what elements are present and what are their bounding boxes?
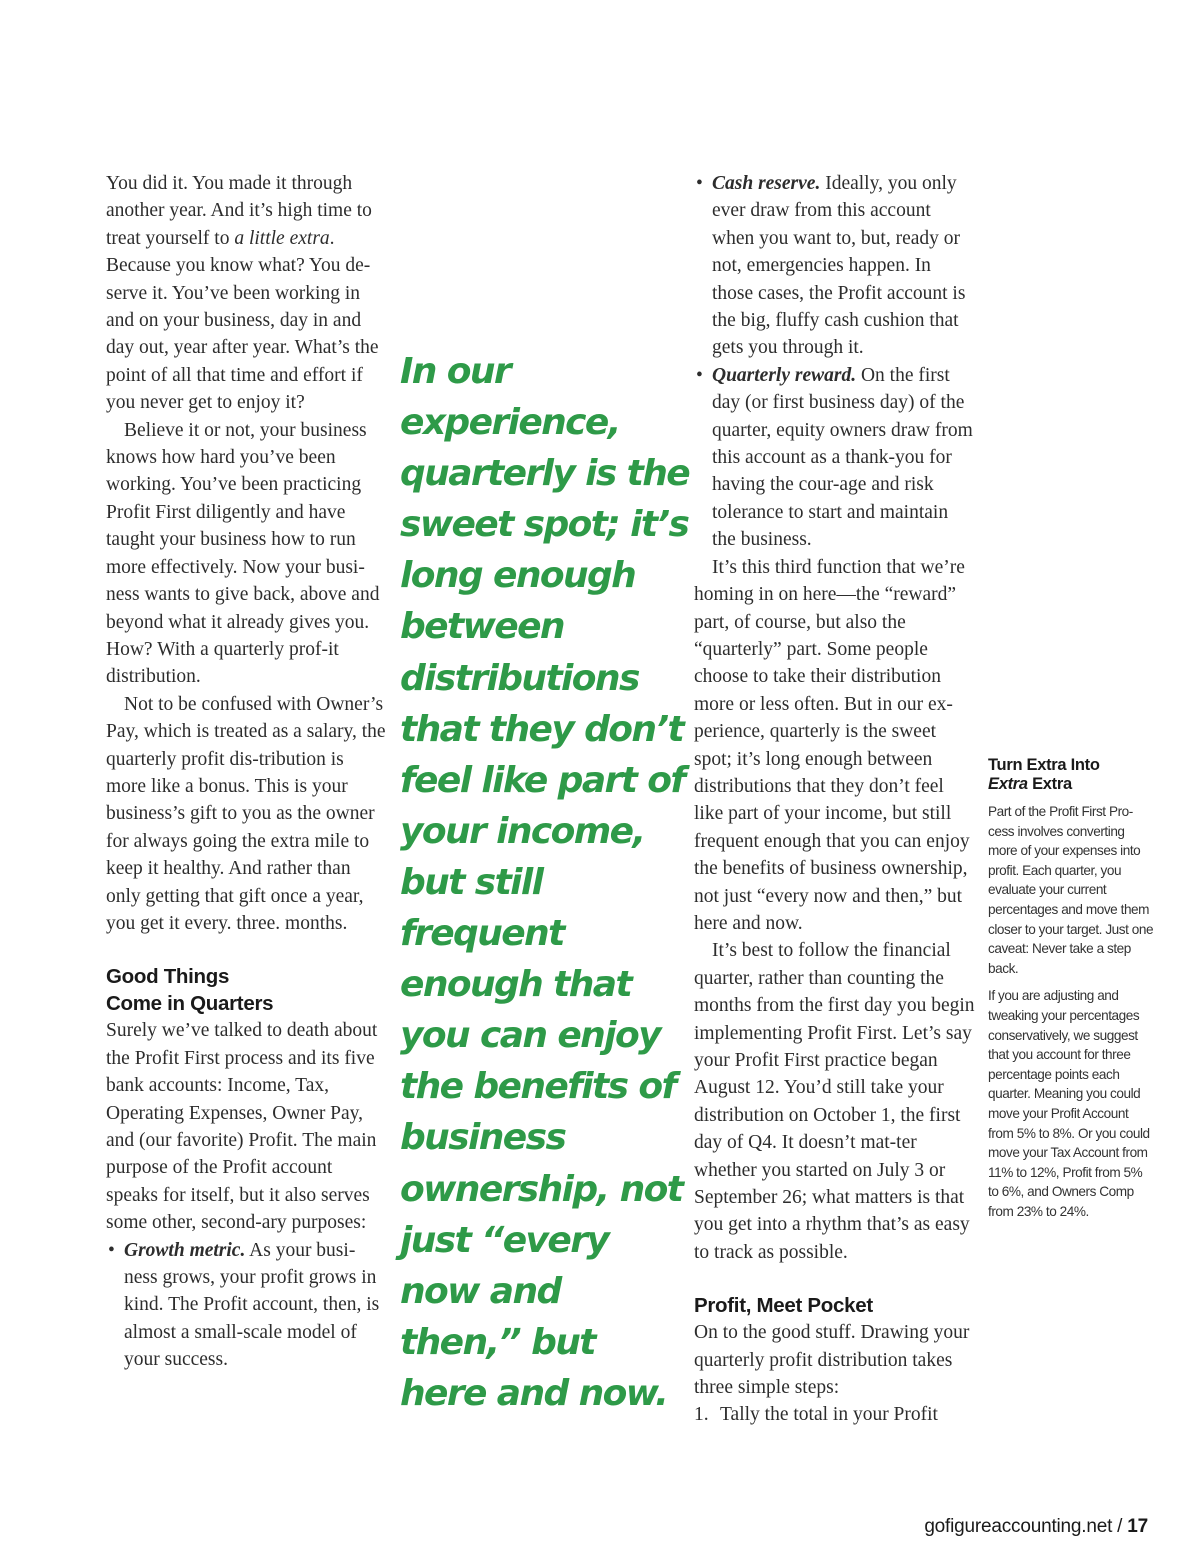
bullet-title: Cash reserve. [712,173,821,194]
footer-separator: / [1117,1516,1123,1537]
step-number: 1. [694,1404,709,1426]
page-footer [924,1516,1148,1538]
paragraph-5: It’s this third function that we’re homing in on here—the “reward” part, of course, but also the “quarterly” part. Some people choose to take their distribution more or less often. But in our ex-perience, quarterly is the sweet spot; it’s long enough between distributions that they don’t feel like part of your income, but still frequent enough that you can enjoy the benefits of business ownership, not just “every now and then,” but here and now. [694,556,970,934]
bullet-text: Ideally, you only ever draw from this account when you want to, but, ready or not, emergencies happen. In those cases, the Profit account is the big, fluffy cash cushion that gets you through it. [712,173,966,359]
sidebar-title-line-1: Turn Extra Into [988,756,1100,774]
page-number: 17 [1127,1516,1148,1537]
sidebar-paragraph-2: If you are adjusting and tweaking your percentages conservatively, we suggest that you account for three percentage points each quarter. Meaning you could move your Profit Account from 5% to 8%. Or you could move your Tax Account from 11% to 12%, Profit from 5% to 6%, and Owners Comp from 23% to 24%. [988,988,1150,1219]
section-heading-good-things [106,963,388,1017]
article-column-right [694,170,976,1429]
bullet-title: Quarterly reward. [712,364,857,386]
step-item-1 [694,1401,976,1428]
bullet-text: As your busi-ness grows, your profit grows in kind. The Profit account, then, is almost a small-scale model of your success. [124,1239,380,1371]
steps-list [694,1401,976,1428]
paragraph-6: It’s best to follow the financial quarter, rather than counting the months from the first day you begin implementing Profit First. Let’s say your Profit First practice began August 12. You’d still take your distribution on October 1, the first day of Q4. It doesn’t mat-ter whether you started on July 3 or September 26; what matters is that you get into a rhythm that’s as easy to track as possible. [694,940,975,1263]
pull-quote: In our experience, quarterly is the sweet spot; it’s long enough between distributions that they don’t feel like part of your income, but still frequent enough that you can enjoy the benefits of business ownership, not just “every now and then,” but here and now. [400,351,690,1414]
footer-site-url: gofigureaccounting.net [924,1516,1113,1537]
list-item-cash-reserve [694,170,976,362]
sidebar-paragraph-1: Part of the Profit First Pro-cess involves converting more of your expenses into profit. Each quarter, you evaluate your current percentages and move them closer to your target. Just one caveat: Never take a step back. [988,804,1154,976]
paragraph-2: Believe it or not, your business knows how hard you’ve been working. You’ve been practicing Profit First diligently and have taught your business how to run more effectively. Now your busi-ness wants to give back, above and beyond what it already gives you. How? With a quarterly prof-it distribution. [106,419,380,688]
sidebar-title [988,756,1156,794]
intro-text: You did it. You made it through another year. And it’s high time to treat yourself to [106,173,372,249]
section-heading-profit-meet-pocket: Profit, Meet Pocket [694,1294,873,1318]
purposes-list-cont [694,170,976,554]
list-item-growth-metric [106,1237,388,1374]
heading-line-1: Good Things [106,965,230,989]
heading-line-2: Come in Quarters [106,992,274,1016]
paragraph-4: Surely we’ve talked to death about the Profit First process and its five bank accounts: Income, Tax, Operating Expenses, Owner Pay, and (our favorite) Profit. The main purpose of the Profit account speaks for itself, but it also serves some other, second-ary purposes: [106,1020,378,1234]
purposes-list [106,1237,388,1374]
article-column-left [106,170,388,1374]
intro-emphasis: a little extra [234,227,330,249]
bullet-text: On the first day (or first business day) of the quarter, equity owners draw from this account as a thank-you for having the cour-age and risk tolerance to start and maintain the business. [712,364,973,551]
step-text: Tally the total in your Profit [720,1404,938,1426]
list-item-quarterly-reward [694,362,976,554]
paragraph-7: On to the good stuff. Drawing your quarterly profit distribution takes three simple steps: [694,1322,970,1399]
paragraph-3: Not to be confused with Owner’s Pay, which is treated as a salary, the quarterly profit dis-tribution is more like a bonus. This is your business’s gift to you as the owner for always going the extra mile to keep it healthy. And rather than only getting that gift once a year, you get it every. three. months. [106,693,386,934]
bullet-title: Growth metric. [124,1239,246,1261]
intro-text-cont: . Because you know what? You de-serve it. You’ve been working in and on your business, day in and day out, year after year. What’s the point of all that time and effort if you never get to enjoy it? [106,227,379,414]
sidebar-title-emphasis: Extra [988,775,1028,793]
sidebar-title-end: Extra [1027,775,1072,793]
intro-paragraph [106,170,388,417]
sidebar-tip [988,756,1156,1229]
